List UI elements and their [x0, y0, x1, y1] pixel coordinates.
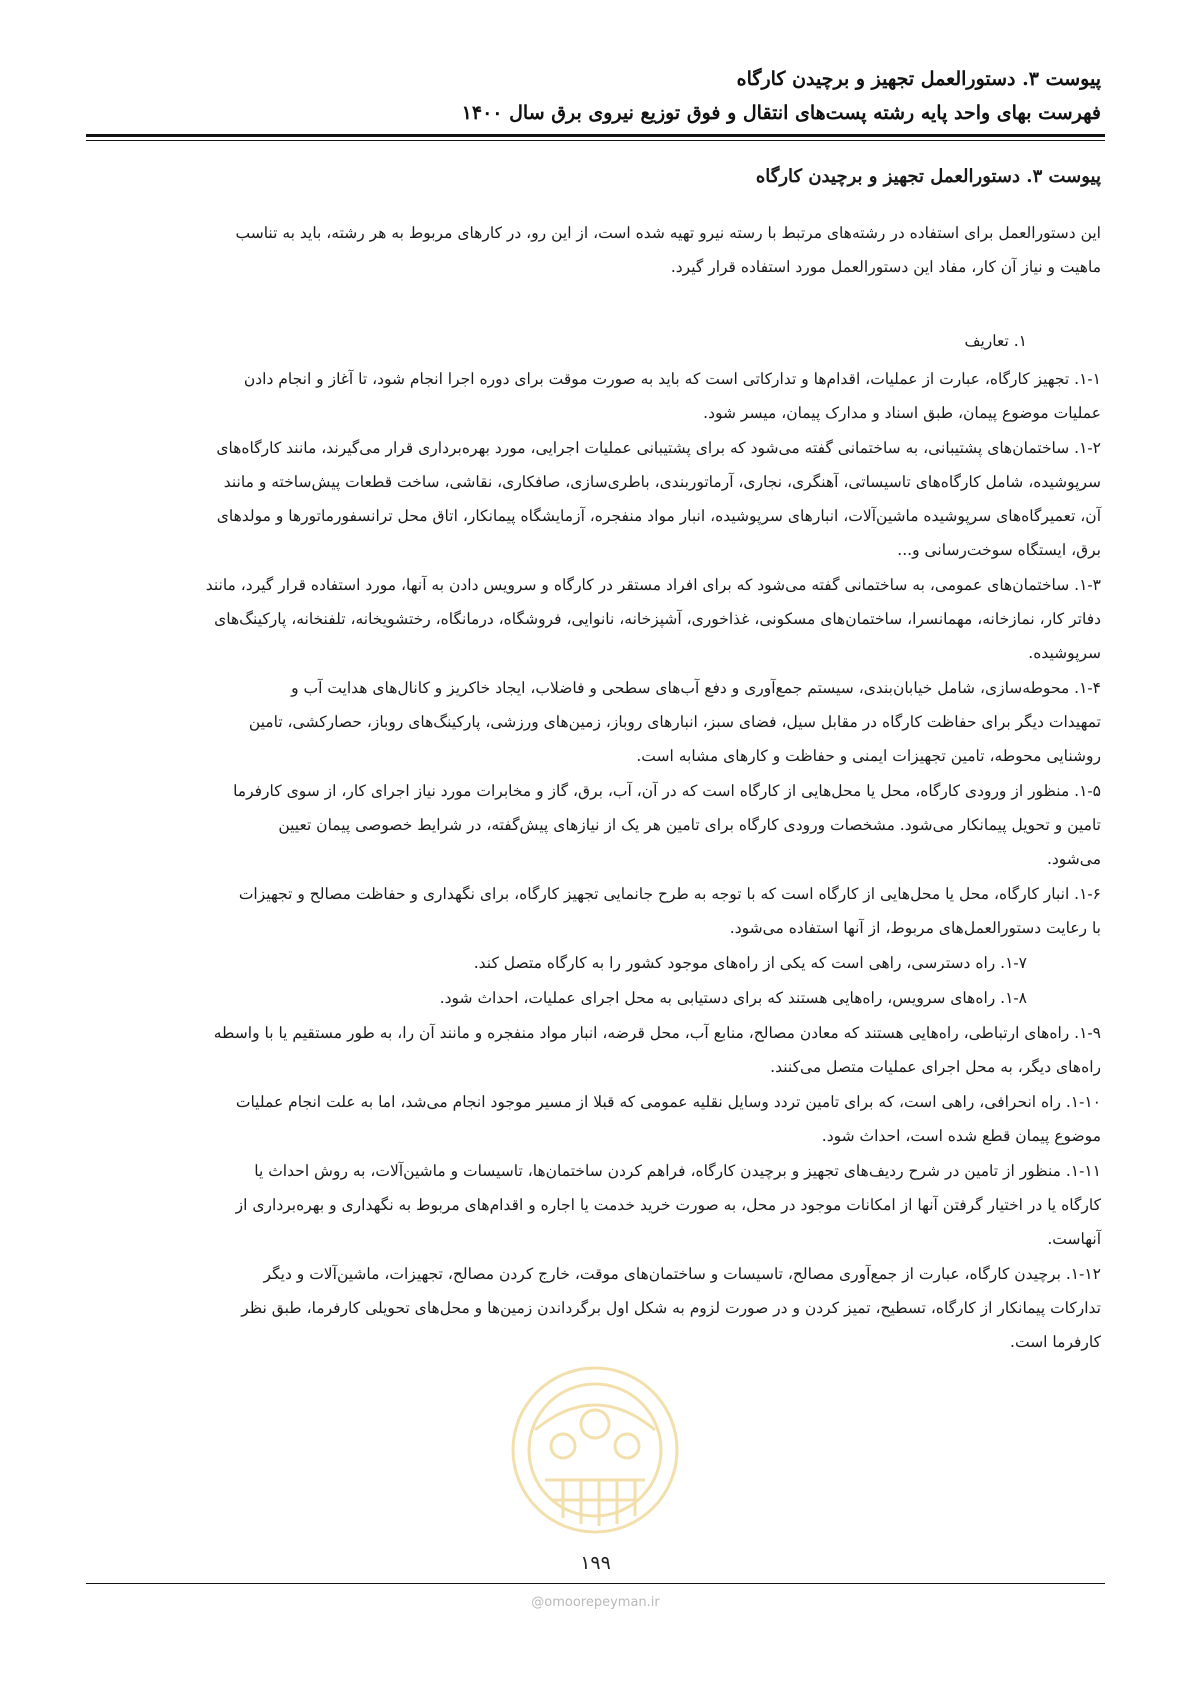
definitions-heading: ۱. تعاریف [964, 332, 1027, 350]
paragraph-line: ۱-۱۱. منظور از تامین در شرح ردیف‌های تجهیز و برچیدن کارگاه، فراهم کردن ساختمان‌ها، تاسیسات و ماشین‌آلات، به روش احداث یا [254, 1162, 1101, 1180]
paragraph-line: کارفرما است. [1010, 1333, 1101, 1351]
definition-paragraph [86, 362, 1101, 430]
paragraph-line: ۱-۱۲. برچیدن کارگاه، عبارت از جمع‌آوری مصالح، تاسیسات و ساختمان‌های موقت، خارج کردن مصالح، تجهیزات، ماشین‌آلات و دیگر [263, 1265, 1101, 1283]
paragraph-line: برق، ایستگاه سوخت‌رسانی و... [897, 541, 1101, 559]
paragraph-line: ۱-۱. تجهیز کارگاه، عبارت از عملیات، اقدام‌ها و تدارکاتی است که باید به صورت موقت برای دوره اجرا انجام شود، تا آغاز و انجام دادن [243, 370, 1101, 388]
paragraph-line: سرپوشیده. [1028, 644, 1101, 662]
paragraph-line: ۱-۹. راه‌های ارتباطی، راه‌هایی هستند که معادن مصالح، منابع آب، محل قرضه، انبار مواد منفجره و مانند آن را، به طور مستقیم یا با واسطه [213, 1024, 1101, 1042]
paragraph-line: ۱-۸. راه‌های سرویس، راه‌هایی هستند که برای دستیابی به محل اجرای عملیات، احداث شود. [439, 989, 1027, 1007]
paragraph-line: ۱-۳. ساختمان‌های عمومی، به ساختمانی گفته می‌شود که برای افراد مستقر در کارگاه و سرویس دادن به آنها، مورد استفاده قرار گیرد، مانند [205, 576, 1101, 594]
header-document-title: فهرست بهای واحد پایه رشته پست‌های انتقال و فوق توزیع نیروی برق سال ۱۴۰۰ [461, 102, 1101, 124]
paragraph-line: ۱-۲. ساختمان‌های پشتیبانی، به ساختمانی گفته می‌شود که برای پشتیبانی عملیات اجرایی، مورد بهره‌برداری قرار می‌گیرند، مانند کارگاه‌های [216, 439, 1101, 457]
footer-divider [86, 1583, 1105, 1584]
intro-paragraph [86, 216, 1101, 284]
footer-watermark-url: @omoorepeyman.ir [531, 1595, 660, 1610]
definition-paragraph [86, 1016, 1101, 1084]
definitions-list [86, 362, 1101, 1359]
paragraph-line: ۱-۵. منظور از ورودی کارگاه، محل یا محل‌هایی از کارگاه است که در آن، آب، برق، گاز و مخابرات مورد نیاز اجرای کار، از سوی کارفرما [233, 782, 1101, 800]
paragraph-line: با رعایت دستورالعمل‌های مربوط، از آنها استفاده می‌شود. [729, 919, 1101, 937]
page-number: ۱۹۹ [580, 1552, 611, 1574]
header-appendix-title: پیوست ۳. دستورالعمل تجهیز و برچیدن کارگاه [736, 68, 1101, 90]
paragraph-line: می‌شود. [1046, 850, 1101, 868]
paragraph-line: عملیات موضوع پیمان، طبق اسناد و مدارک پیمان، میسر شود. [703, 404, 1101, 422]
definition-paragraph [86, 877, 1101, 945]
paragraph-line: آن، تعمیرگاه‌های سرپوشیده ماشین‌آلات، انبارهای سرپوشیده، انبار مواد منفجره، آزمایشگاه پیمانکار، اتاق محل ترانسفورماتورها و مولدهای [216, 507, 1101, 525]
intro-line: ماهیت و نیاز آن کار، مفاد این دستورالعمل مورد استفاده قرار گیرد. [670, 258, 1101, 276]
section-title: پیوست ۳. دستورالعمل تجهیز و برچیدن کارگاه [755, 166, 1101, 187]
paragraph-line: دفاتر کار، نمازخانه، مهمانسرا، ساختمان‌های مسکونی، غذاخوری، آشپزخانه، نانوایی، فروشگاه، درمانگاه، رختشویخانه، تلفنخانه، پارکینگ‌های [214, 610, 1101, 628]
definition-paragraph [86, 1154, 1101, 1256]
definition-paragraph [86, 431, 1101, 567]
definition-paragraph [86, 1257, 1101, 1359]
intro-line: این دستورالعمل برای استفاده در رشته‌های مرتبط با رسته نیرو تهیه شده است، از این رو، در کارهای مربوط به هر رشته، باید به تناسب [235, 224, 1101, 242]
definition-paragraph [86, 568, 1101, 670]
paragraph-line: ۱-۴. محوطه‌سازی، شامل خیابان‌بندی، سیستم جمع‌آوری و دفع آب‌های سطحی و فاضلاب، ایجاد خاکریز و کانال‌های هدایت آب و [291, 679, 1101, 697]
page-header [90, 62, 1101, 130]
paragraph-line: موضوع پیمان قطع شده است، احداث شود. [821, 1127, 1101, 1145]
definition-paragraph [86, 1085, 1101, 1153]
header-divider-thin [86, 140, 1105, 141]
paragraph-line: کارگاه یا در اختیار گرفتن آنها از امکانات موجود در محل، به صورت خرید خدمت یا اجاره و اقدام‌های مربوط به نگهداری و بهره‌برداری از [235, 1196, 1101, 1214]
definition-paragraph [86, 774, 1101, 876]
paragraph-line: راه‌های دیگر، به محل اجرای عملیات متصل می‌کنند. [770, 1058, 1101, 1076]
paragraph-line: تمهیدات دیگر برای حفاظت کارگاه در مقابل سیل، فضای سبز، انبارهای روباز، زمین‌های ورزشی، پارکینگ‌های روباز، حصارکشی، تامین [248, 713, 1101, 731]
paragraph-line: ۱-۶. انبار کارگاه، محل یا محل‌هایی از کارگاه است که با توجه به طرح جانمایی تجهیز کارگاه، برای نگهداری و حفاظت مصالح و تجهیزات [238, 885, 1101, 903]
definition-paragraph [86, 981, 1101, 1015]
paragraph-line: روشنایی محوطه، تامین تجهیزات ایمنی و حفاظت و کارهای مشابه است. [636, 747, 1101, 765]
definition-paragraph [86, 946, 1101, 980]
watermark-seal [505, 1360, 685, 1540]
paragraph-line: سرپوشیده، شامل کارگاه‌های تاسیساتی، آهنگری، نجاری، آرماتوربندی، باطری‌سازی، صافکاری، نقاشی، ساخت قطعات پیش‌ساخته و مانند [223, 473, 1101, 491]
paragraph-line: ۱-۱۰. راه انحرافی، راهی است، که برای تامین تردد وسایل نقلیه عمومی که قبلا از مسیر موجود انجام می‌شد، اما به علت انجام عملیات [235, 1093, 1101, 1111]
paragraph-line: تامین و تحویل پیمانکار می‌شود. مشخصات ورودی کارگاه برای تامین هر یک از نیازهای پیش‌گفته، در شرایط خصوصی پیمان تعیین [278, 816, 1101, 834]
paragraph-line: ۱-۷. راه دسترسی، راهی است که یکی از راه‌های موجود کشور را به کارگاه متصل کند. [473, 954, 1027, 972]
header-divider-thick [86, 134, 1105, 137]
page-body [86, 160, 1101, 1360]
paragraph-line: آنهاست. [1047, 1230, 1101, 1248]
definition-paragraph [86, 671, 1101, 773]
paragraph-line: تدارکات پیمانکار از کارگاه، تسطیح، تمیز کردن و در صورت لزوم به شکل اول برگرداندن زمین‌ها و محل‌های تحویلی کارفرما، طبق نظر [241, 1299, 1101, 1317]
